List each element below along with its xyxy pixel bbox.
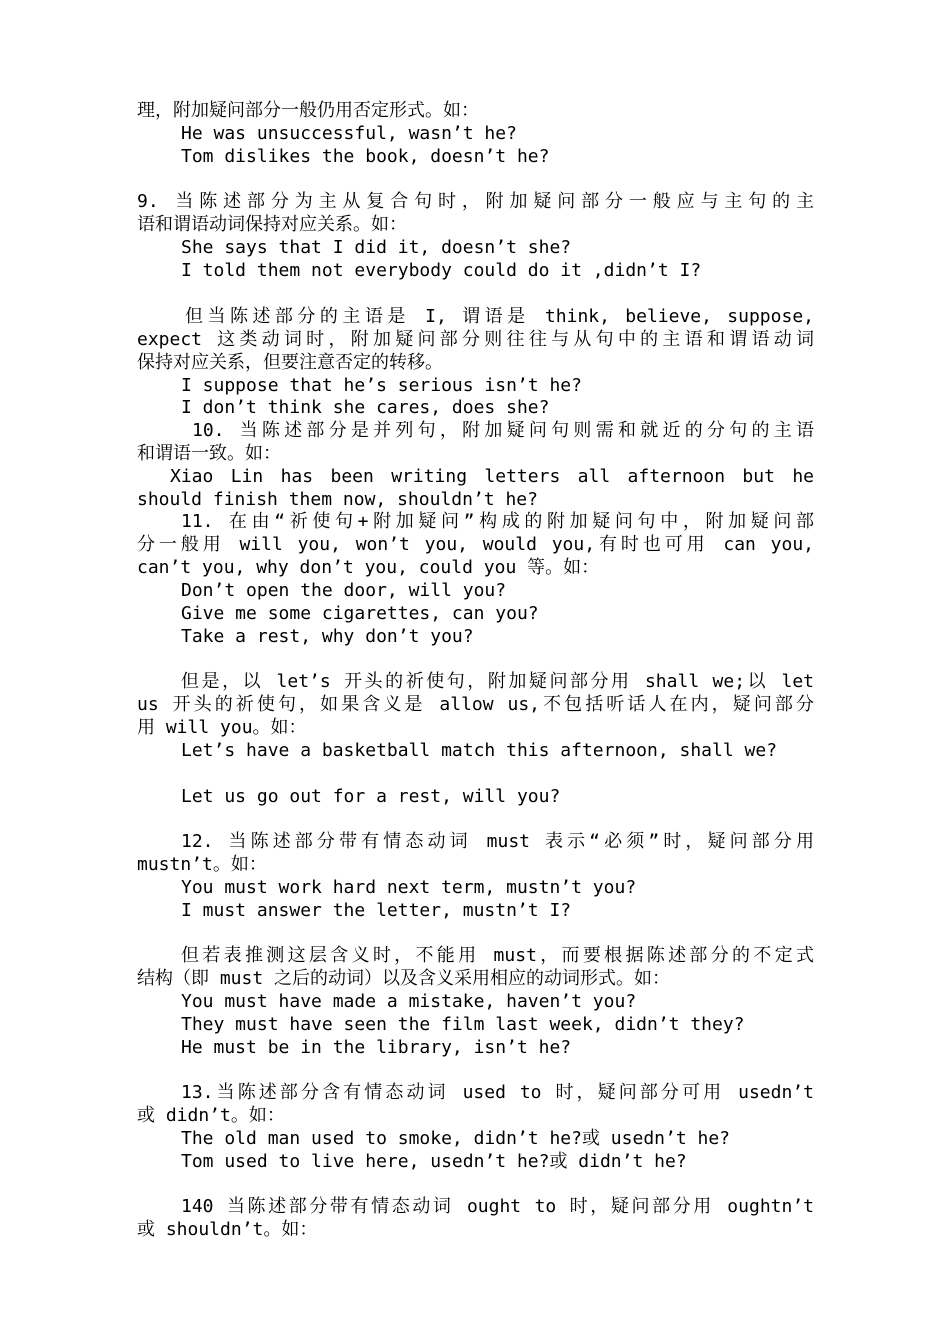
- text-line: expect 这类动词时，附加疑问部分则往往与从句中的主语和谓语动词: [137, 329, 814, 350]
- text-line: 或 didn’t。如：: [137, 1105, 285, 1126]
- example-sentence: They must have seen the film last week, didn’t they?: [181, 1014, 745, 1035]
- example-sentence: I suppose that he’s serious isn’t he?: [181, 375, 582, 396]
- text-line: 理，附加疑问部分一般仍用否定形式。如：: [137, 100, 479, 121]
- rule-14-heading: 140 当陈述部分带有情态动词 ought to 时，疑问部分用 oughtn’t: [181, 1196, 814, 1217]
- text-line: 结构（即 must 之后的动词）以及含义采用相应的动词形式。如：: [137, 968, 671, 989]
- text-line: 但若表推测这层含义时，不能用 must，而要根据陈述部分的不定式: [181, 945, 814, 966]
- example-sentence: I must answer the letter, mustn’t I?: [181, 900, 572, 921]
- text-line: can’t you, why don’t you, could you 等。如：: [137, 557, 600, 578]
- example-sentence: should finish them now, shouldn’t he?: [137, 489, 538, 510]
- rule-12-heading: 12. 当陈述部分带有情态动词 must 表示“必须”时，疑问部分用: [181, 831, 814, 852]
- text-line: 但当陈述部分的主语是 I, 谓语是 think, believe, suppose,: [185, 306, 814, 327]
- rule-11-heading: 11. 在由“祈使句+附加疑问”构成的附加疑问句中，附加疑问部: [181, 511, 814, 532]
- rule-10-heading: 10. 当陈述部分是并列句，附加疑问句则需和就近的分句的主语: [192, 420, 814, 441]
- example-sentence: He was unsuccessful, wasn’t he?: [181, 123, 517, 144]
- example-sentence: The old man used to smoke, didn’t he?或 usedn’t he?: [181, 1128, 731, 1149]
- rule-9-heading: 9. 当陈述部分为主从复合句时，附加疑问部分一般应与主句的主: [137, 191, 814, 212]
- example-sentence: You must work hard next term, mustn’t you?: [181, 877, 637, 898]
- example-sentence: Tom dislikes the book, doesn’t he?: [181, 146, 550, 167]
- text-line: 和谓语一致。如：: [137, 443, 281, 464]
- text-line: 或 shouldn’t。如：: [137, 1219, 318, 1240]
- text-line: us 开头的祈使句，如果含义是 allow us,不包括听话人在内，疑问部分: [137, 694, 814, 715]
- text-line: 用 will you。如：: [137, 717, 307, 738]
- text-line: 语和谓语动词保持对应关系。如：: [137, 214, 407, 235]
- example-sentence: Don’t open the door, will you?: [181, 580, 507, 601]
- example-sentence: He must be in the library, isn’t he?: [181, 1037, 572, 1058]
- example-sentence: Take a rest, why don’t you?: [181, 626, 474, 647]
- text-line: 保持对应关系，但要注意否定的转移。: [137, 352, 443, 373]
- example-sentence: Tom used to live here, usedn’t he?或 didn’t he?: [181, 1151, 687, 1172]
- example-sentence: Give me some cigarettes, can you?: [181, 603, 539, 624]
- text-line: 分一般用 will you, won’t you, would you,有时也可用 can you,: [137, 534, 814, 555]
- example-sentence: Let’s have a basketball match this afternoon, shall we?: [181, 740, 778, 761]
- example-sentence: Xiao Lin has been writing letters all afternoon but he: [170, 466, 814, 487]
- text-line: mustn’t。如：: [137, 854, 267, 875]
- example-sentence: I told them not everybody could do it ,didn’t I?: [181, 260, 702, 281]
- example-sentence: She says that I did it, doesn’t she?: [181, 237, 572, 258]
- example-sentence: Let us go out for a rest, will you?: [181, 786, 561, 807]
- text-line: 但是，以 let’s 开头的祈使句，附加疑问部分用 shall we;以 let: [181, 671, 814, 692]
- rule-13-heading: 13.当陈述部分含有情态动词 used to 时，疑问部分可用 usedn’t: [181, 1082, 814, 1103]
- example-sentence: You must have made a mistake, haven’t you?: [181, 991, 637, 1012]
- example-sentence: I don’t think she cares, does she?: [181, 397, 550, 418]
